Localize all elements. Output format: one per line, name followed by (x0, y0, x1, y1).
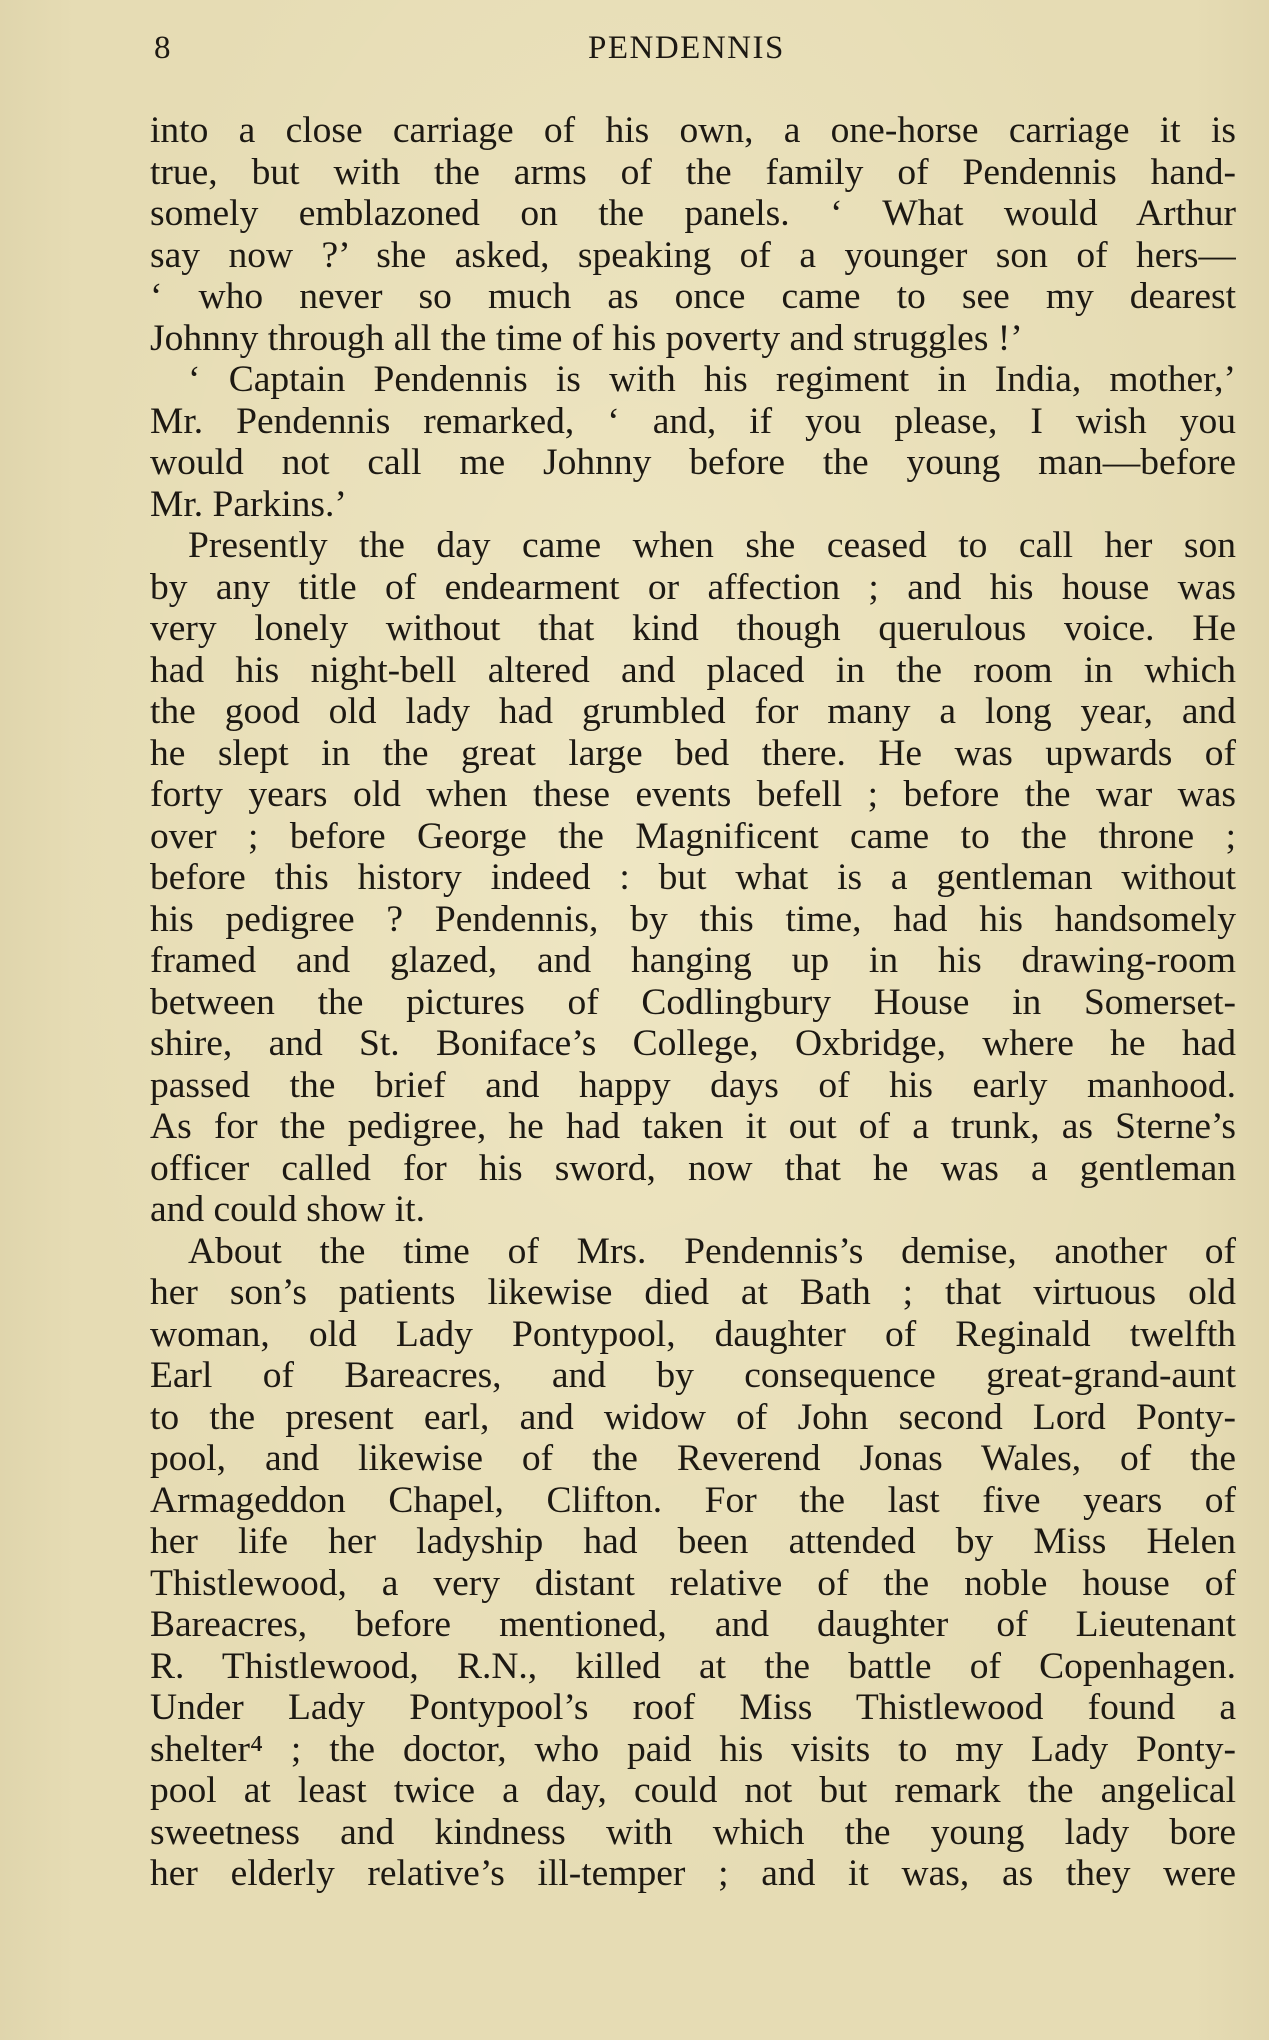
text-line: Earl of Bareacres, and by consequence great-grand-aunt (150, 1355, 1236, 1396)
text-line: Johnny through all the time of his poverty and struggles !’ (150, 317, 1023, 359)
text-line: pool at least twice a day, could not but remark the angelical (150, 1770, 1236, 1811)
text-line: into a close carriage of his own, a one-horse carriage it is (150, 110, 1236, 151)
text-line: Under Lady Pontypool’s roof Miss Thistlewood found a (150, 1687, 1236, 1728)
running-title: PENDENNIS (588, 30, 785, 66)
page-header (152, 30, 1232, 74)
text-line: framed and glazed, and hanging up in his drawing-room (150, 940, 1236, 981)
text-line: sweetness and kindness with which the young lady bore (150, 1811, 1236, 1853)
text-line: over ; before George the Magnificent came to the throne ; (150, 815, 1236, 857)
text-line: pool, and likewise of the Reverend Jonas Wales, of the (150, 1438, 1236, 1479)
text-line: As for the pedigree, he had taken it out of a trunk, as Sterne’s (150, 1106, 1236, 1147)
text-line: between the pictures of Codlingbury House in Somerset- (150, 981, 1236, 1023)
text-line: Mr. Pendennis remarked, ‘ and, if you please, I wish you (150, 400, 1236, 442)
text-line: say now ?’ she asked, speaking of a younger son of hers— (150, 234, 1236, 276)
text-line: R. Thistlewood, R.N., killed at the battle of Copenhagen. (150, 1645, 1236, 1687)
text-line: he slept in the great large bed there. He was upwards of (150, 732, 1236, 774)
text-line: Presently the day came when she ceased to call her son (188, 525, 1236, 566)
text-line: Mr. Parkins.’ (150, 483, 347, 525)
text-line: his pedigree ? Pendennis, by this time, had his handsomely (150, 898, 1236, 940)
page-number: 8 (154, 30, 172, 66)
text-line: somely emblazoned on the panels. ‘ What would Arthur (150, 193, 1236, 234)
text-line: the good old lady had grumbled for many a long year, and (150, 691, 1236, 732)
text-line: About the time of Mrs. Pendennis’s demise, another of (188, 1230, 1236, 1272)
text-line: shire, and St. Boniface’s College, Oxbridge, where he had (150, 1023, 1236, 1064)
text-line: her life her ladyship had been attended by Miss Helen (150, 1521, 1236, 1562)
text-line: forty years old when these events befell ; before the war was (150, 774, 1236, 815)
text-line: Armageddon Chapel, Clifton. For the last five years of (150, 1479, 1236, 1521)
text-line: very lonely without that kind though querulous voice. He (150, 608, 1236, 649)
text-line: passed the brief and happy days of his early manhood. (150, 1064, 1236, 1106)
body-text (150, 110, 1236, 1895)
text-line: and could show it. (150, 1189, 425, 1230)
text-line: her elderly relative’s ill-temper ; and it was, as they were (150, 1853, 1236, 1894)
text-line: had his night-bell altered and placed in the room in which (150, 649, 1236, 691)
text-line: before this history indeed : but what is a gentleman without (150, 857, 1236, 898)
text-line: true, but with the arms of the family of Pendennis hand- (150, 151, 1236, 193)
text-line: shelter⁴ ; the doctor, who paid his visits to my Lady Ponty- (150, 1728, 1236, 1770)
text-line: ‘ who never so much as once came to see my dearest (150, 276, 1236, 317)
text-line: Bareacres, before mentioned, and daughter of Lieutenant (150, 1604, 1236, 1645)
text-line: by any title of endearment or affection ; and his house was (150, 566, 1236, 608)
text-line: officer called for his sword, now that he was a gentleman (150, 1147, 1236, 1189)
text-line: woman, old Lady Pontypool, daughter of Reginald twelfth (150, 1313, 1236, 1355)
text-line: would not call me Johnny before the young man—before (150, 442, 1236, 483)
text-line: ‘ Captain Pendennis is with his regiment in India, mother,’ (188, 359, 1236, 400)
text-line: her son’s patients likewise died at Bath ; that virtuous old (150, 1272, 1236, 1313)
text-line: to the present earl, and widow of John second Lord Ponty- (150, 1396, 1236, 1438)
text-line: Thistlewood, a very distant relative of the noble house of (150, 1562, 1236, 1604)
